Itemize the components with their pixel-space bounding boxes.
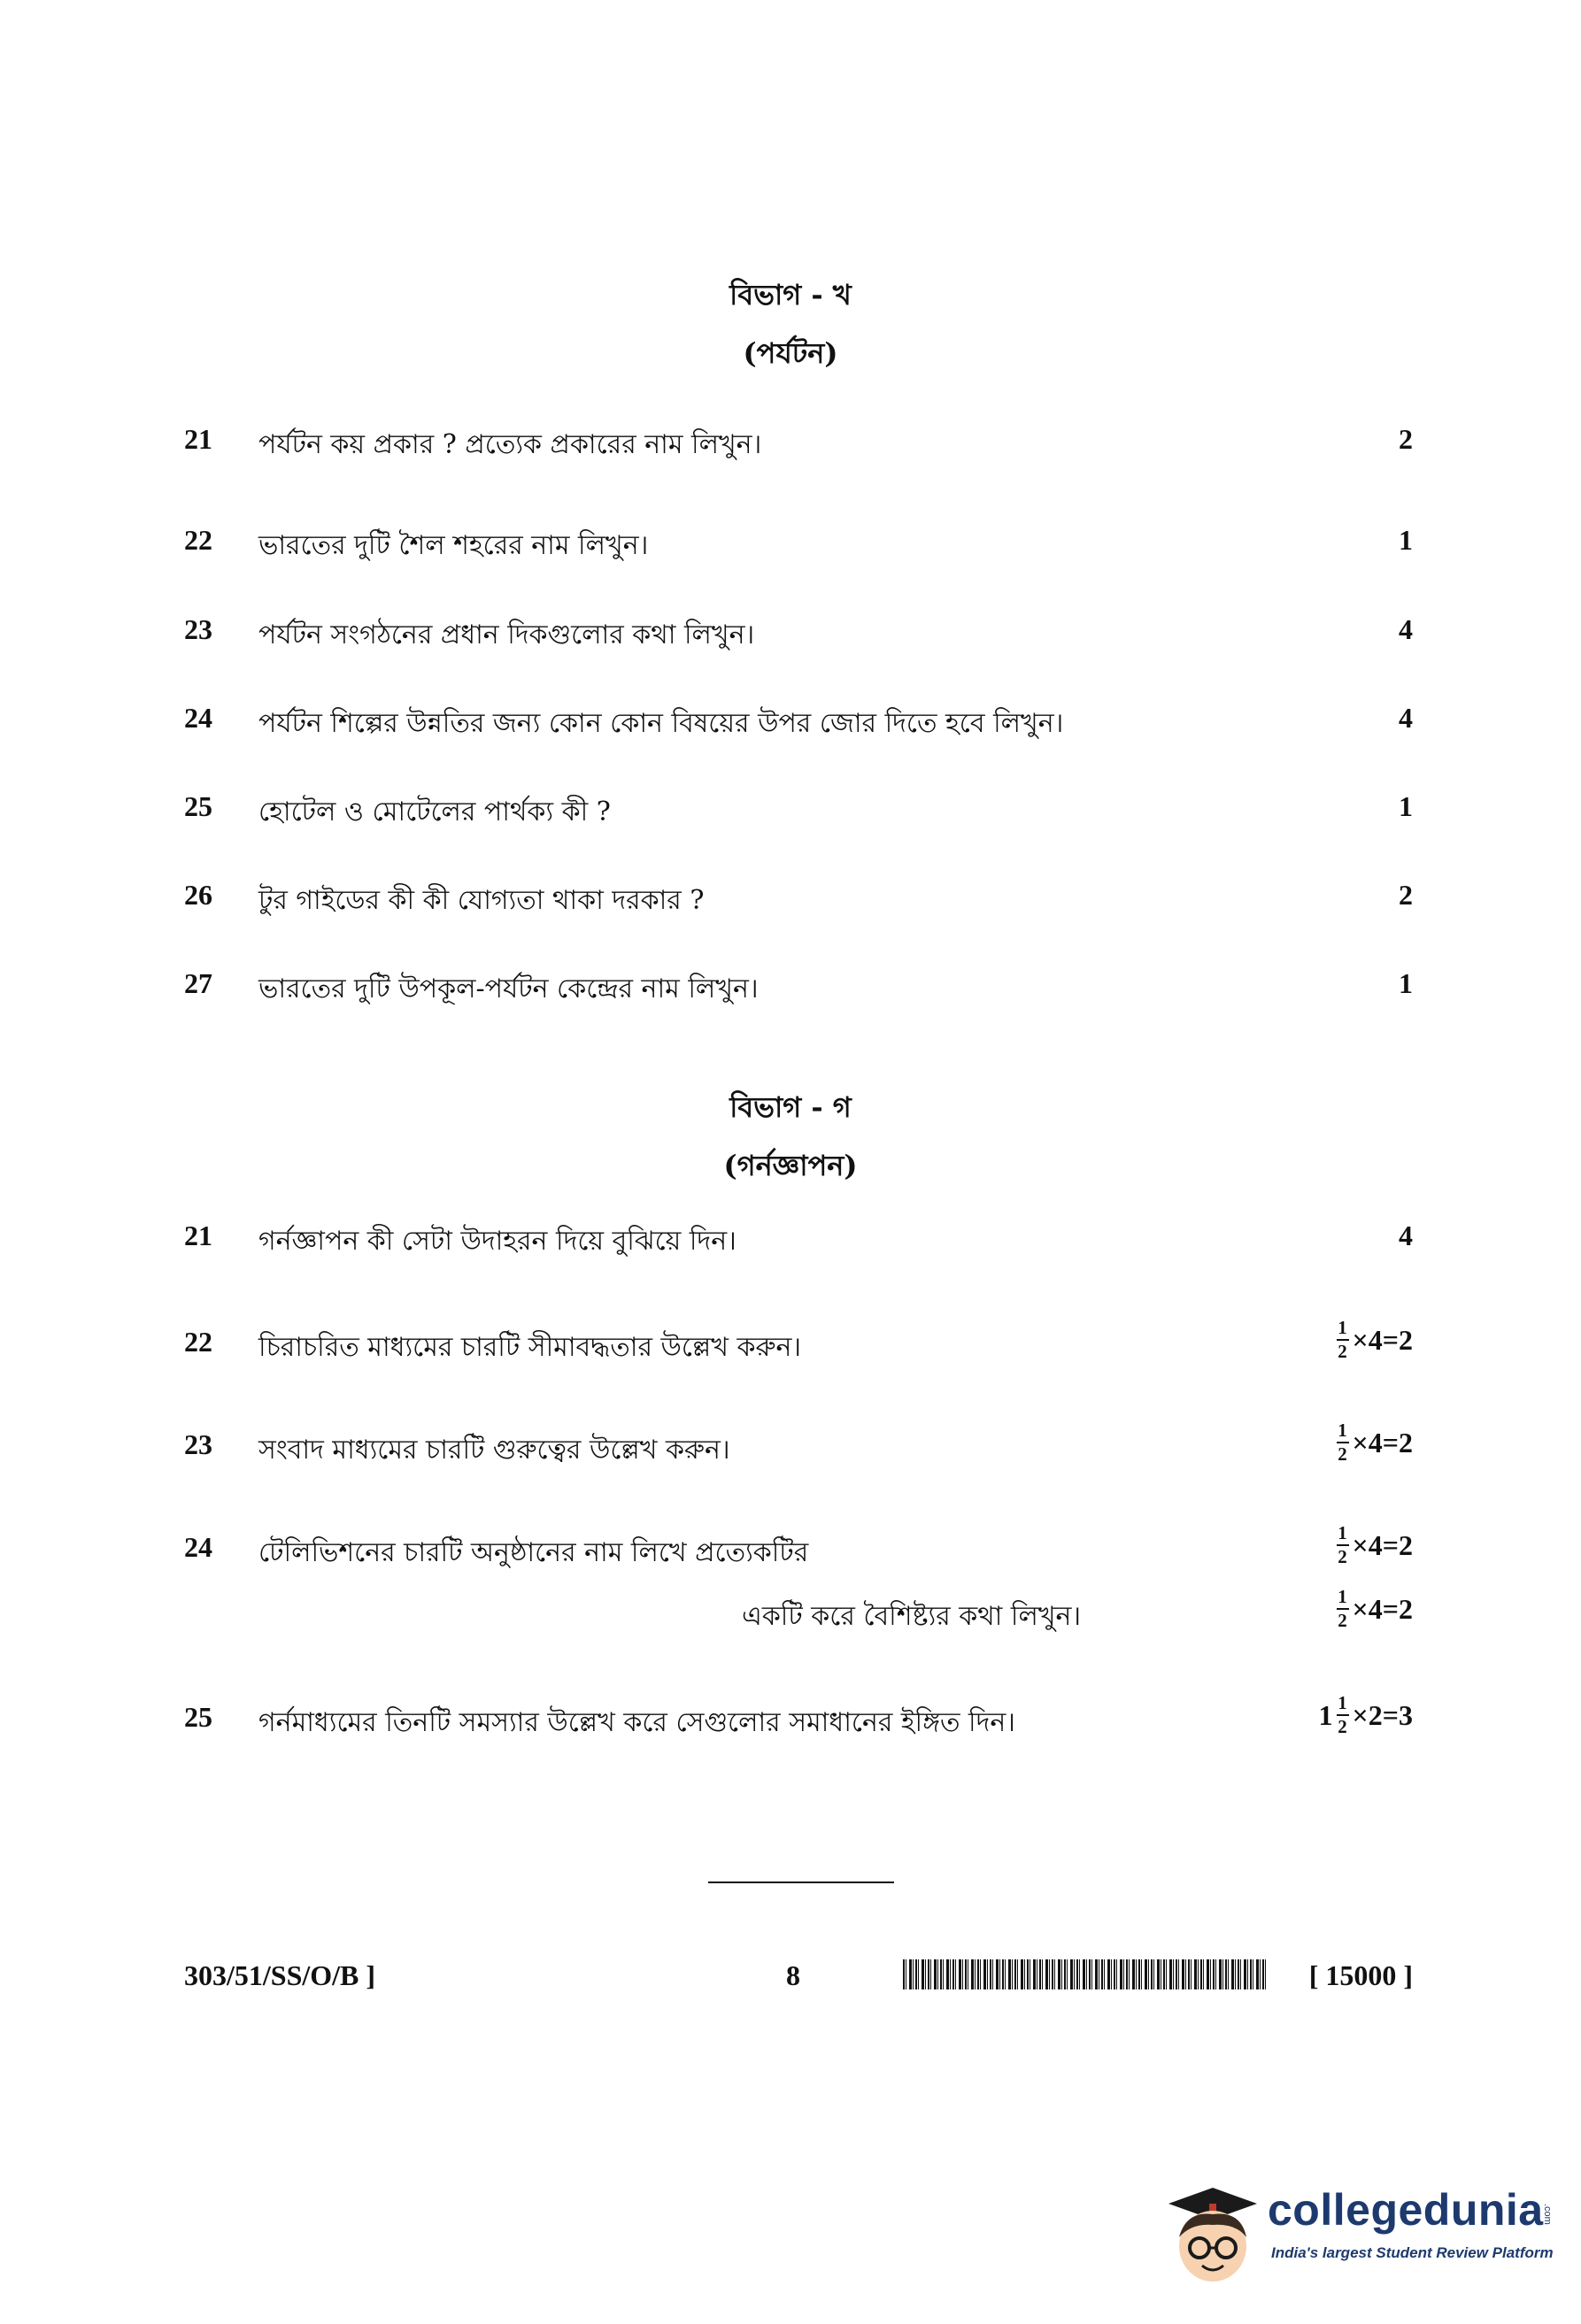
question-text: টেলিভিশনের চারটি অনুষ্ঠানের নাম লিখে প্রত্যেকটির	[258, 1537, 809, 1568]
question-marks: 4	[1399, 613, 1413, 645]
half-fraction	[1337, 1319, 1349, 1361]
section-b-title: বিভাগ - খ	[729, 278, 852, 312]
question-text: গর্নমাধ্যমের তিনটি সমস্যার উল্লেখ করে সেগুলোর সমাধানের ইঙ্গিত দিন।	[258, 1707, 1016, 1738]
half-fraction	[1337, 1421, 1349, 1464]
brand-tagline: India's largest Student Review Platform	[1271, 2244, 1554, 2261]
marks-whole: 1	[1318, 1698, 1333, 1731]
end-rule	[708, 1882, 894, 1883]
question-text: হোটেল ও মোটেলের পার্থক্য কী ?	[258, 796, 611, 827]
question-number: 23	[184, 613, 212, 645]
question-marks: 1	[1399, 967, 1413, 999]
half-fraction	[1337, 1588, 1349, 1630]
fraction-denominator: 2	[1338, 1546, 1347, 1567]
question-text: ভারতের দুটি উপকূল-পর্যটন কেন্দ্রের নাম লিখুন।	[258, 973, 759, 1004]
question-number: 23	[184, 1428, 212, 1460]
fraction-denominator: 2	[1338, 1443, 1347, 1465]
question-marks: 1	[1399, 790, 1413, 822]
marks-multiplier: ×4=2	[1352, 1528, 1413, 1561]
question-text: টুর গাইডের কী কী যোগ্যতা থাকা দরকার ?	[258, 885, 705, 916]
question-marks: 2	[1399, 879, 1413, 911]
question-marks: 1	[1399, 524, 1413, 556]
section-c-title: বিভাগ - গ	[729, 1090, 852, 1124]
barcode	[903, 1959, 1266, 1989]
question-number: 21	[184, 423, 212, 455]
question-number: 25	[184, 790, 212, 822]
question-marks	[1333, 1524, 1413, 1566]
question-number: 21	[184, 1220, 212, 1251]
print-count: [ 15000 ]	[1308, 1959, 1413, 1991]
question-number: 24	[184, 1531, 212, 1563]
fraction-numerator: 1	[1338, 1420, 1347, 1441]
fraction-numerator: 1	[1338, 1522, 1347, 1543]
fraction-denominator: 2	[1338, 1341, 1347, 1362]
question-text: গর্নজ্ঞাপন কী সেটা উদাহরন দিয়ে বুঝিয়ে দিন।	[258, 1226, 737, 1257]
question-number: 25	[184, 1701, 212, 1733]
paper-code: 303/51/SS/O/B ]	[184, 1959, 376, 1991]
question-marks	[1333, 1319, 1413, 1361]
continuation-marks	[1333, 1588, 1413, 1630]
question-text: পর্যটন সংগঠনের প্রধান দিকগুলোর কথা লিখুন।	[258, 619, 755, 650]
question-number: 26	[184, 879, 212, 911]
marks-multiplier: ×4=2	[1352, 1323, 1413, 1356]
marks-multiplier: ×4=2	[1352, 1592, 1413, 1625]
fraction-numerator: 1	[1338, 1586, 1347, 1607]
question-text: চিরাচরিত মাধ্যমের চারটি সীমাবদ্ধতার উল্লেখ করুন।	[258, 1332, 802, 1363]
question-marks	[1319, 1694, 1413, 1736]
question-marks: 4	[1399, 1220, 1413, 1251]
section-c-subtitle: (গর্নজ্ঞাপন)	[723, 1149, 858, 1182]
fraction-denominator: 2	[1338, 1610, 1347, 1631]
half-fraction	[1337, 1694, 1349, 1736]
page-number: 8	[786, 1959, 800, 1991]
question-marks	[1333, 1421, 1413, 1464]
question-continuation: একটি করে বৈশিষ্ট্যর কথা লিখুন।	[742, 1601, 1082, 1632]
fraction-numerator: 1	[1338, 1317, 1347, 1338]
question-number: 22	[184, 524, 212, 556]
question-text: সংবাদ মাধ্যমের চারটি গুরুত্বের উল্লেখ করুন।	[258, 1435, 730, 1466]
fraction-numerator: 1	[1338, 1692, 1347, 1713]
marks-multiplier: ×4=2	[1352, 1426, 1413, 1458]
question-number: 24	[184, 702, 212, 734]
question-marks: 4	[1399, 702, 1413, 734]
collegedunia-watermark	[1160, 2168, 1567, 2301]
question-number: 27	[184, 967, 212, 999]
brand-suffix: .com	[1542, 2204, 1553, 2225]
marks-multiplier: ×2=3	[1352, 1698, 1413, 1731]
brand-name: collegedunia	[1268, 2185, 1544, 2235]
fraction-denominator: 2	[1338, 1716, 1347, 1737]
question-text: পর্যটন কয় প্রকার ? প্রত্যেক প্রকারের নাম লিখুন।	[258, 429, 762, 460]
student-mascot-icon	[1160, 2168, 1266, 2292]
question-text: ভারতের দুটি শৈল শহরের নাম লিখুন।	[258, 530, 649, 561]
half-fraction	[1337, 1524, 1349, 1566]
question-number: 22	[184, 1326, 212, 1358]
section-b-subtitle: (পর্যটন)	[743, 336, 838, 370]
question-text: পর্যটন শিল্পের উন্নতির জন্য কোন কোন বিষয়ের উপর জোর দিতে হবে লিখুন।	[258, 708, 1064, 739]
question-marks: 2	[1399, 423, 1413, 455]
